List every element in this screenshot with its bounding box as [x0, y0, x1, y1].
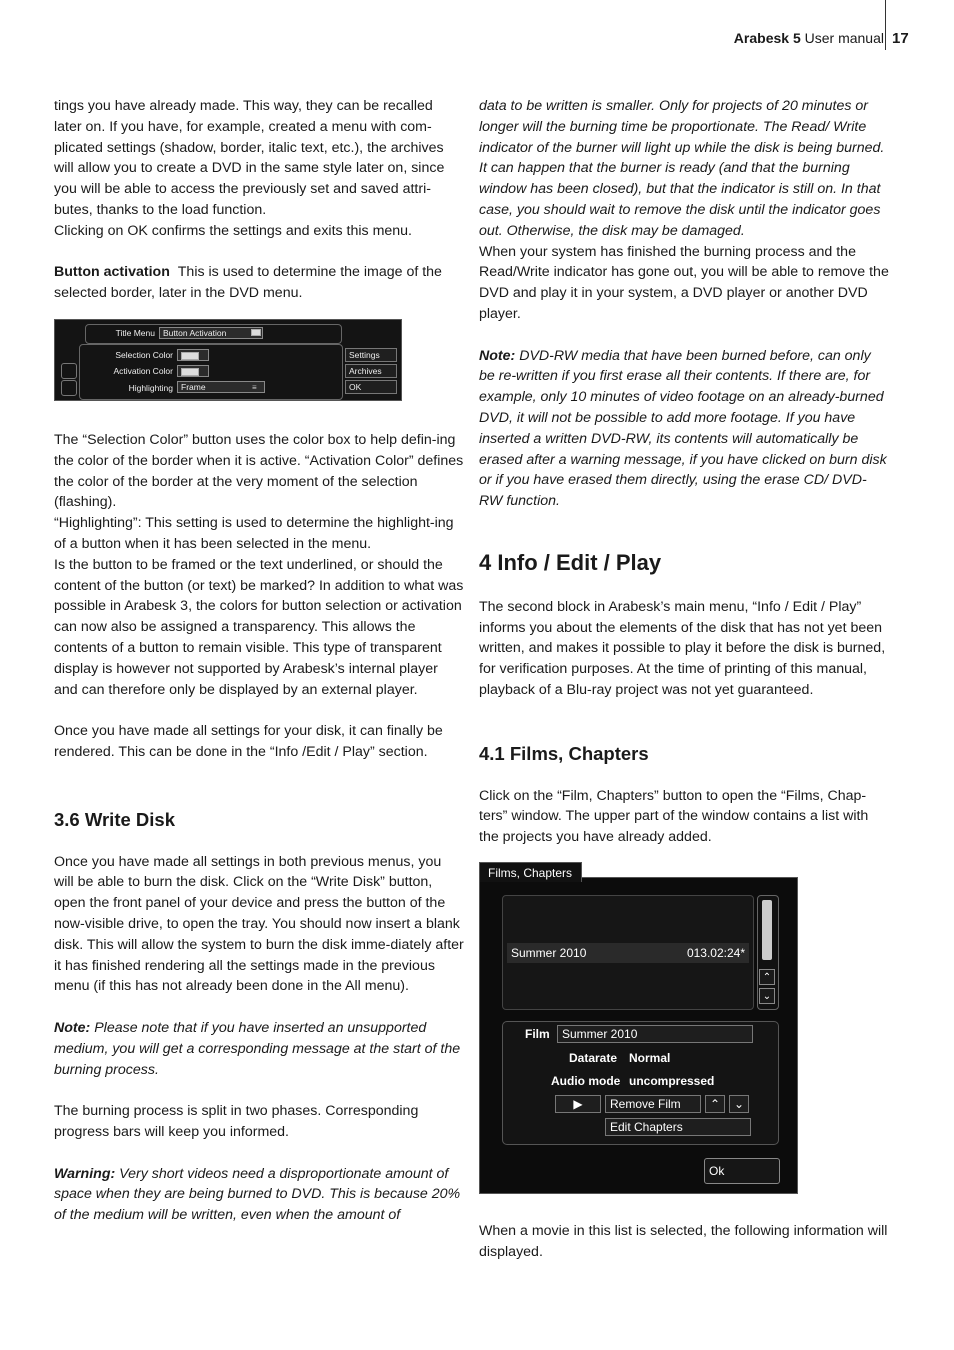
activation-color-button[interactable]	[177, 365, 209, 377]
paragraph: tings you have already made. This way, they can be recalled later on. If you have, for example, created a menu with com-plicated settings (shadow, border, italic text, etc.), the archives will allow you to create a DVD in the same style later on, since you will be able to access the previously set and saved attri-butes, thanks to the load function.	[54, 98, 445, 218]
activation-color-label: Activation Color	[113, 366, 173, 376]
paragraph: When a movie in this list is selected, the following information will displayed.	[479, 1223, 888, 1260]
chevron-up-icon: ⌃	[762, 972, 772, 983]
dropdown-icon	[251, 329, 261, 336]
edit-chapters-button[interactable]: Edit Chapters	[605, 1118, 751, 1136]
film-label: Film	[525, 1027, 550, 1041]
paragraph: Is the button to be framed or the text underlined, or should the content of the button (or text) be marked? In addition to what was possible in Arabesk 3, the colors for button selection or activation can now also be assigned a transparency. This allows the contents of a button to remain visible. This type of transparent display is however not supported by Arabesk’s internal player and can therefore only be displayed by an external player.	[54, 556, 464, 698]
scroll-down-button[interactable]	[759, 988, 775, 1004]
button-activation-panel	[54, 319, 402, 401]
datarate-label: Datarate	[569, 1051, 618, 1065]
title-menu-field[interactable]: Button Activation	[159, 327, 263, 339]
paragraph-text: This is used to determine the image of the selected border, later in the DVD menu.	[54, 264, 442, 302]
films-chapters-window	[479, 862, 799, 1194]
archives-button[interactable]: Archives	[345, 364, 397, 378]
scroll-down-button[interactable]	[61, 380, 77, 396]
note-label: Note:	[479, 347, 516, 364]
remove-film-button[interactable]: Remove Film	[605, 1095, 701, 1113]
section-heading: 3.6 Write Disk	[54, 808, 175, 830]
left-column-top	[54, 96, 464, 304]
note-text: Please note that if you have inserted an unsupported medium, you will get a corresponding message at the start of the burning process.	[54, 1019, 461, 1078]
paragraph: Once you have made all settings in both previous menus, you will be able to burn the disk. Click on the “Write Disk” button, open the front panel of your device and press the button of the now-visible drive, to open the tray. You should now insert a blank disk. This will allow the system to burn the disk imme-diately after it has finished rendering all the settings made in the previous menu (if this has not already been done in the All menu).	[54, 853, 464, 995]
warning-text: Very short videos need a disproportionate amount of space when they are being burned to DVD. This is because 20% of the medium will be written, even when the amount of	[54, 1165, 461, 1224]
film-name: Summer 2010	[511, 946, 587, 960]
paragraph: When your system has finished the burning process and the Read/Write indicator has gone out, you will be able to remove the DVD and play it in your system, a DVD player or another DVD player.	[479, 243, 889, 322]
warning-paragraph	[54, 1164, 464, 1226]
ok-button[interactable]: OK	[345, 380, 397, 394]
audio-mode-label: Audio mode	[551, 1074, 621, 1088]
note-text: DVD-RW media that have been burned before, can only be re-written if you first erase all their contents. If there are, for example, only 10 minutes of video footage on an already-burned DVD, it will not be possible to add more footage. If you have inserted a written DVD-RW, its contents will automatically be erased after a warning message, if you have clicked on burn disk or if you have erased them directly, using the erase CD/ DVD-RW function.	[479, 347, 887, 510]
paragraph	[54, 262, 464, 304]
warning-label: Warning:	[54, 1165, 116, 1182]
paragraph: The second block in Arabesk’s main menu, “Info / Edit / Play” informs you about the elements of the disk that has not yet been written, and makes it possible to play it before the disk is burned, for verification purposes. At the time of printing of this manual, playback of a Blu-ray project was not yet guaranteed.	[479, 598, 886, 698]
paragraph: “Highlighting”: This setting is used to determine the highlight-ing of a button when it has been selected in the menu.	[54, 515, 454, 552]
film-list	[502, 895, 754, 1010]
move-down-button[interactable]	[729, 1095, 749, 1113]
note-label: Note:	[54, 1019, 91, 1036]
paragraph: The burning process is split in two phases. Corresponding progress bars will keep you informed.	[54, 1103, 419, 1140]
film-details-box	[502, 1021, 779, 1145]
scroll-thumb[interactable]	[762, 900, 772, 960]
paragraph: Once you have made all settings for your disk, it can finally be rendered. This can be done in the “Info /Edit / Play” section.	[54, 723, 443, 760]
film-name-field[interactable]: Summer 2010	[557, 1025, 753, 1043]
brand-name: Arabesk 5	[733, 30, 801, 46]
header-divider	[885, 0, 886, 50]
paragraph: Clicking on OK confirms the settings and exits this menu.	[54, 222, 412, 239]
window-body	[479, 877, 798, 1194]
header-title: User manual	[804, 30, 884, 46]
paragraph: The “Selection Color” button uses the color box to help defin-ing the color of the border when it is active. “Activation Color” defines the color of the border at the very moment of the selection (flashing).	[54, 432, 464, 511]
play-icon: ▶	[573, 1097, 583, 1111]
settings-button[interactable]: Settings	[345, 348, 397, 362]
right-column-bottom	[479, 1221, 889, 1263]
list-scrollbar[interactable]	[757, 895, 779, 1010]
chevron-down-icon: ⌄	[762, 991, 772, 1002]
ok-button[interactable]: Ok	[704, 1158, 780, 1184]
note-paragraph	[479, 346, 889, 512]
right-column	[479, 96, 889, 848]
scroll-up-button[interactable]	[61, 363, 77, 379]
section-heading: 4.1 Films, Chapters	[479, 742, 649, 764]
highlighting-label: Highlighting	[128, 383, 173, 393]
audio-mode-value: uncompressed	[629, 1074, 715, 1088]
chevron-down-icon: ⌄	[733, 1097, 745, 1111]
highlighting-field[interactable]: Frame	[177, 381, 265, 393]
menu-icon: ≡	[252, 383, 257, 392]
film-duration: 013.02:24*	[686, 946, 745, 960]
title-menu-label: Title Menu	[115, 328, 155, 338]
note-paragraph	[54, 1018, 464, 1080]
page-number: 17	[892, 30, 909, 47]
move-up-button[interactable]	[705, 1095, 725, 1113]
selection-color-button[interactable]	[177, 349, 209, 361]
datarate-value: Normal	[629, 1051, 671, 1065]
scroll-up-button[interactable]	[759, 969, 775, 985]
chapter-heading: 4 Info / Edit / Play	[479, 549, 662, 575]
term-label: Button activation	[54, 264, 170, 281]
play-button[interactable]	[555, 1095, 601, 1113]
window-tab: Films, Chapters	[479, 862, 582, 882]
page-header	[734, 30, 884, 46]
selection-color-label: Selection Color	[115, 350, 173, 360]
paragraph: Click on the “Film, Chapters” button to open the “Films, Chap-ters” window. The upper part of the window contains a list with the projects you have already added.	[479, 787, 869, 846]
chevron-up-icon: ⌃	[709, 1097, 721, 1111]
left-column-bottom	[54, 430, 464, 1226]
paragraph: data to be written is smaller. Only for projects of 20 minutes or longer will the burning time be proportionate. The Read/ Write indicator of the burner will light up while the disk is being burned. It can happen that the burner is ready (and that the burning window has been closed), but that the indicator is still on. In that case, you should wait to remove the disk until the indicator goes out. Otherwise, the disk may be damaged.	[479, 98, 885, 239]
list-item[interactable]	[507, 943, 749, 963]
